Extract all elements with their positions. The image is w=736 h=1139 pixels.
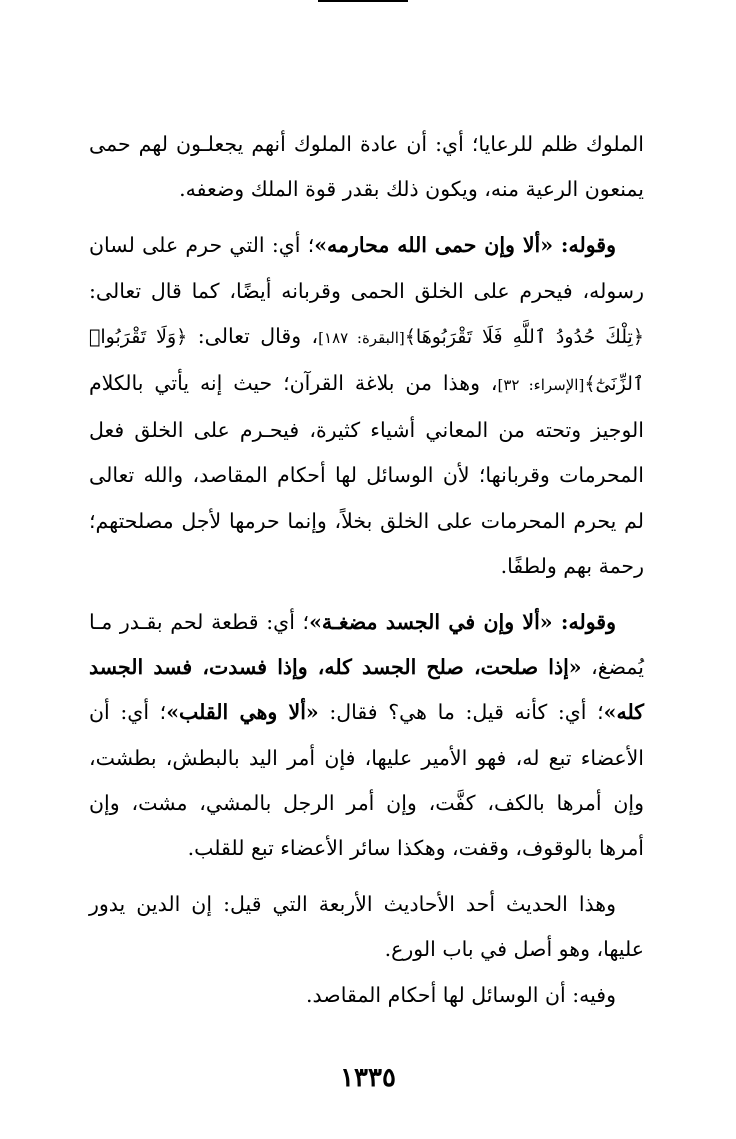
top-divider	[318, 0, 408, 2]
paragraph-1	[89, 122, 644, 212]
page-number: ١٣٣٥	[340, 1063, 396, 1093]
paragraph-2-text-a: ؛ أي: التي حرم على لسان رسوله، فيحرم على الخلق الحمى وقربانه أيضًا، كما قال تعالى:	[89, 233, 644, 303]
verse-2-reference: [الإسراء: ٣٢]	[497, 376, 585, 395]
quran-verse-1: ﴿تِلْكَ حُدُودُ ٱللَّهِ فَلَا تَقْرَبُوهَا﴾	[404, 325, 644, 348]
paragraph-2-text-b: ، وقال تعالى:	[187, 323, 319, 348]
paragraph-3-intro: وقوله:	[552, 610, 617, 635]
paragraph-2-intro: وقوله:	[553, 233, 616, 258]
paragraph-3-text-b: ؛ أي: كأنه قيل: ما هي؟ فقال:	[318, 700, 604, 725]
page-body	[89, 122, 644, 1029]
hadith-quote-mudgha: «ألا وإن في الجسد مضغـة»	[309, 610, 553, 635]
paragraph-2	[89, 223, 644, 589]
hadith-quote-heart: «ألا وهي القلب»	[166, 700, 319, 725]
hadith-quote-himma: «ألا وإن حمى الله محارمه»	[314, 233, 554, 258]
quran-verse-2: ﴿وَلَا تَقْرَبُوا۟ ٱلزِّنَىٰٓ﴾	[89, 325, 644, 396]
paragraph-3	[89, 600, 644, 871]
paragraph-5-text: وفيه: أن الوسائل لها أحكام المقاصد.	[306, 982, 616, 1007]
verse-1-reference: [البقرة: ١٨٧]	[318, 328, 405, 347]
paragraph-3-text-c: ؛ أي: أن الأعضاء تبع له، فهو الأمير عليها، فإن أمر اليد بالبطش، بطشت، وإن أمرها بالكف، كفَّت، وإن أمر الرجل بالمشي، مشت، وإن أمرها بالوقوف، وقفت، وهكذا سائر الأعضاء تبع للقلب.	[89, 700, 644, 861]
paragraph-1-text: الملوك ظلم للرعايا؛ أي: أن عادة الملوك أنهم يجعلـون لهم حمى يمنعون الرعية منه، ويكون ذلك بقدر قوة الملك وضعفه.	[89, 132, 644, 202]
paragraph-5	[89, 973, 644, 1018]
paragraph-2-text-c: ، وهذا من بلاغة القرآن؛ حيث إنه يأتي بالكلام الوجيز وتحته من المعاني أشياء كثيرة، فيحـرم على الخلق فعل المحرمات وقربانها؛ لأن الوسائل لها أحكام المقاصد، والله تعالى لم يحرم المحرمات على الخلق بخلاً، وإنما حرمها لأجل مصلحتهم؛ رحمة بهم ولطفًا.	[89, 371, 644, 578]
paragraph-4	[89, 882, 644, 972]
paragraph-3-text-a: ؛ أي: قطعة لحم بقـدر مـا يُمضغ،	[89, 610, 644, 680]
hadith-quote-body: «إذا صلحت، صلح الجسد كله، وإذا فسدت، فسد الجسد كله»	[89, 655, 645, 725]
paragraph-4-text: وهذا الحديث أحد الأحاديث الأربعة التي قيل: إن الدين يدور عليها، وهو أصل في باب الورع.	[89, 892, 644, 962]
